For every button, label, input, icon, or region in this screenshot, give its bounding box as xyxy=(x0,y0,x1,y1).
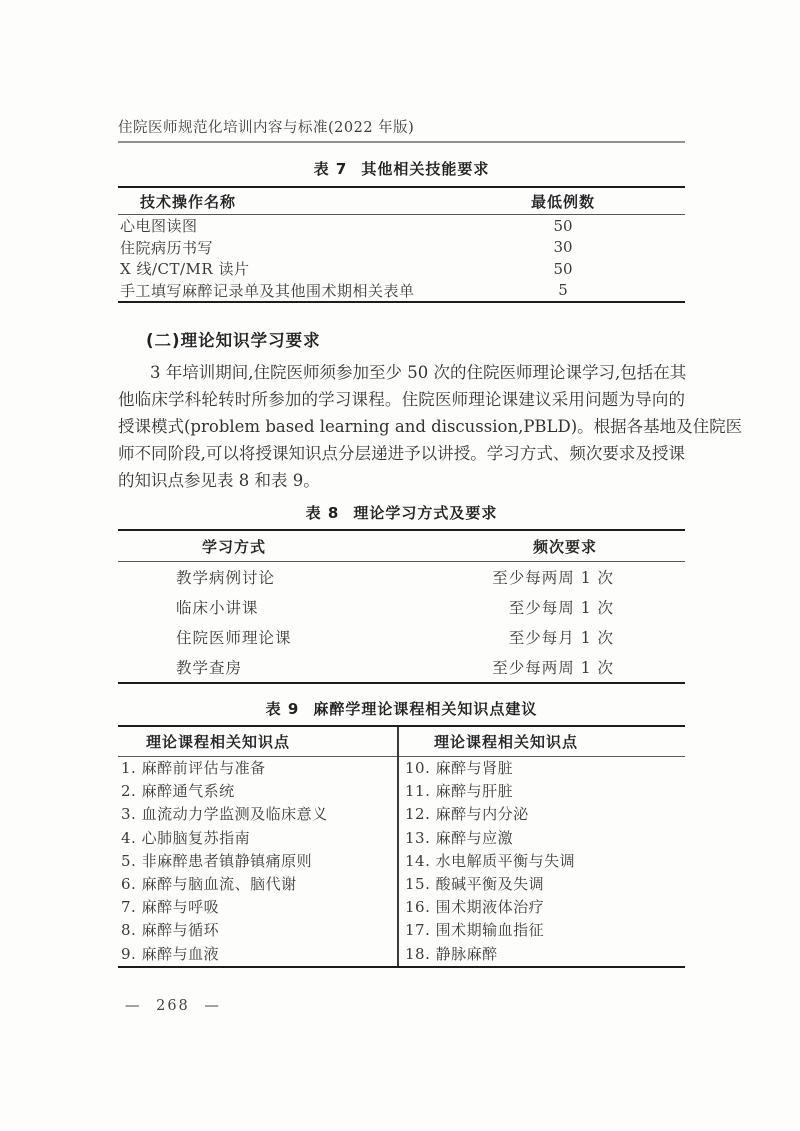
intro-paragraph xyxy=(118,359,743,494)
table9-left-column xyxy=(118,727,399,966)
table-row xyxy=(118,237,685,259)
section-heading: (二)理论知识学习要求 xyxy=(146,331,321,350)
paragraph-line: 师不同阶段,可以将授课知识点分层递进予以讲授。学习方式、频次要求及授课 xyxy=(118,444,685,463)
table8-col-header-frequency: 频次要求 xyxy=(532,537,597,556)
table9-left-col-header: 理论课程相关知识点 xyxy=(118,727,397,757)
table8-header-row xyxy=(118,531,685,562)
cell-skill-name: 手工填写麻醉记录单及其他围术期相关表单 xyxy=(120,281,415,300)
table-row xyxy=(118,622,685,652)
paragraph-line: 3 年培训期间,住院医师须参加至少 50 次的住院医师理论课学习,包括在其 xyxy=(150,363,687,382)
cell-method: 住院医师理论课 xyxy=(176,629,292,647)
list-item: 12. 麻醉与内分泌 xyxy=(405,805,529,824)
table7-col-header-min-cases: 最低例数 xyxy=(530,192,595,211)
table9-caption-text: 麻醉学理论课程相关知识点建议 xyxy=(313,700,538,718)
table-row xyxy=(118,652,685,682)
paragraph-line: 的知识点参见表 8 和表 9。 xyxy=(118,471,320,490)
list-item: 4. 心肺脑复苏指南 xyxy=(121,828,251,847)
table-row xyxy=(118,562,685,592)
cell-frequency: 至少每两周 1 次 xyxy=(492,569,614,587)
list-item: 17. 围术期输血指征 xyxy=(405,921,545,940)
table7-caption-text: 其他相关技能要求 xyxy=(361,160,490,178)
cell-min-cases: 50 xyxy=(553,216,573,235)
table-row xyxy=(118,258,685,280)
list-item: 1. 麻醉前评估与准备 xyxy=(121,759,266,777)
table7-header-row xyxy=(118,188,685,215)
list-item: 10. 麻醉与肾脏 xyxy=(405,759,514,777)
cell-frequency: 至少每周 1 次 xyxy=(508,599,614,617)
cell-skill-name: 住院病历书写 xyxy=(120,238,214,257)
cell-method: 教学病例讨论 xyxy=(176,569,276,587)
table9-caption-label: 表 9 xyxy=(265,700,300,718)
list-item: 18. 静脉麻醉 xyxy=(405,944,498,963)
list-item: 8. 麻醉与循环 xyxy=(121,921,220,940)
table9 xyxy=(118,725,685,968)
cell-frequency: 至少每月 1 次 xyxy=(508,629,614,647)
cell-frequency: 至少每两周 1 次 xyxy=(492,659,614,677)
list-item: 9. 麻醉与血液 xyxy=(121,944,220,963)
table9-right-column xyxy=(399,727,685,966)
list-item: 16. 围术期液体治疗 xyxy=(405,898,545,917)
table-row xyxy=(118,592,685,622)
table8-caption-label: 表 8 xyxy=(305,504,340,522)
table-row xyxy=(118,215,685,237)
running-head: 住院医师规范化培训内容与标准(2022 年版) xyxy=(118,119,685,143)
list-item: 13. 麻醉与应激 xyxy=(405,828,514,847)
paragraph-line: 他临床学科轮转时所参加的学习课程。住院医师理论课建议采用问题为导向的 xyxy=(118,390,685,409)
cell-min-cases: 50 xyxy=(553,259,573,278)
list-item: 14. 水电解质平衡与失调 xyxy=(405,851,576,870)
list-item: 3. 血流动力学监测及临床意义 xyxy=(121,805,328,824)
list-item: 5. 非麻醉患者镇静镇痛原则 xyxy=(121,851,313,870)
list-item: 2. 麻醉通气系统 xyxy=(121,782,235,801)
cell-min-cases: 5 xyxy=(558,281,568,300)
list-item: 11. 麻醉与肝脏 xyxy=(405,782,514,801)
paragraph-line: 授课模式(problem based learning and discussion,PBLD)。根据各基地及住院医 xyxy=(118,417,743,436)
table8-caption-text: 理论学习方式及要求 xyxy=(353,504,498,522)
table8 xyxy=(118,529,685,684)
table9-right-col-header: 理论课程相关知识点 xyxy=(399,727,685,757)
table-row xyxy=(118,280,685,302)
cell-min-cases: 30 xyxy=(553,238,573,257)
table9-caption xyxy=(118,699,685,719)
page-number: — 268 — xyxy=(125,997,221,1014)
list-item: 6. 麻醉与脑血流、脑代谢 xyxy=(121,874,297,893)
table8-caption xyxy=(118,503,685,523)
table7-caption-label: 表 7 xyxy=(313,160,348,178)
cell-method: 教学查房 xyxy=(176,659,243,677)
cell-method: 临床小讲课 xyxy=(176,599,259,617)
list-item: 15. 酸碱平衡及失调 xyxy=(405,874,545,893)
table7 xyxy=(118,186,685,303)
table7-caption xyxy=(118,159,685,179)
table8-col-header-method: 学习方式 xyxy=(202,537,267,556)
page-content xyxy=(118,119,743,1014)
table7-col-header-name: 技术操作名称 xyxy=(140,192,237,211)
cell-skill-name: X 线/CT/MR 读片 xyxy=(120,260,250,279)
cell-skill-name: 心电图读图 xyxy=(120,217,198,236)
list-item: 7. 麻醉与呼吸 xyxy=(121,898,220,917)
